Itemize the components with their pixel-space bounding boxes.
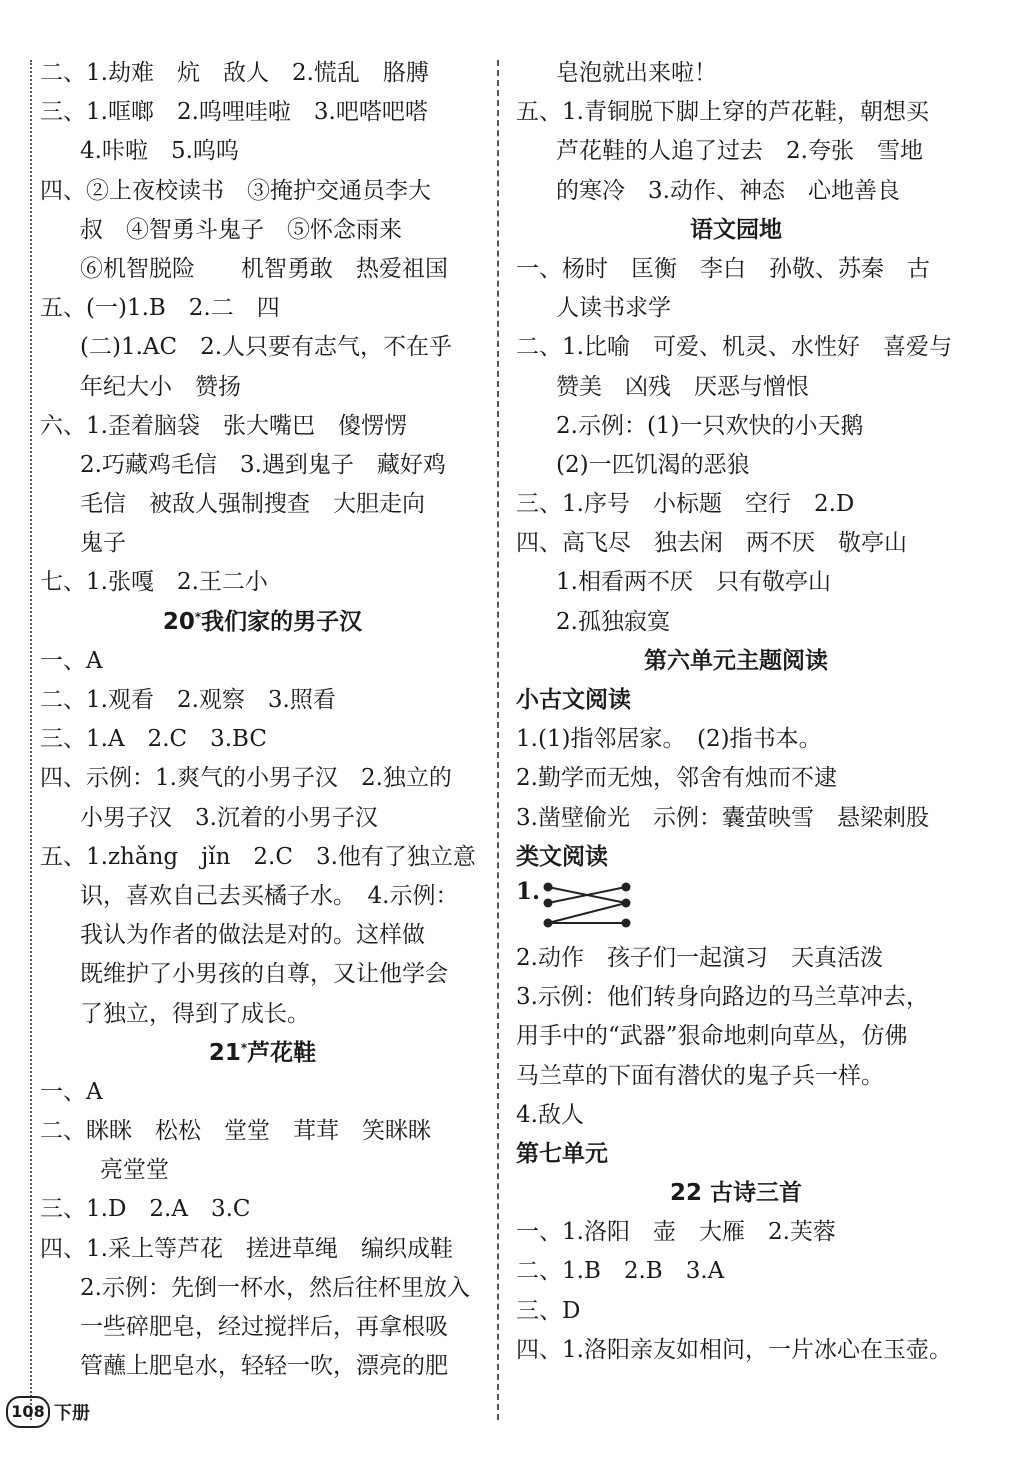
- answer-line: 一、A: [40, 1078, 103, 1105]
- answer-line: 一些碎肥皂，经过搅拌后，再拿根吸: [80, 1314, 448, 1340]
- answer-line: 二、1.比喻 可爱、机灵、水性好 喜爱与: [516, 334, 952, 361]
- answer-line: 鬼子: [80, 530, 126, 557]
- answer-line: 1.相看两不厌 只有敬亭山: [556, 569, 831, 596]
- answer-line: 的寒冷 3.动作、神态 心地善良: [556, 177, 900, 204]
- section-heading: 小古文阅读: [516, 687, 631, 713]
- answer-line: 2.动作 孩子们一起演习 天真活泼: [516, 944, 883, 971]
- lesson-title-name: 我们家的男子汉: [201, 608, 363, 635]
- answer-line: 管蘸上肥皂水，轻轻一吹，漂亮的肥: [80, 1353, 448, 1380]
- lesson-title-text: 20: [162, 608, 195, 635]
- page-footer: [6, 1396, 90, 1428]
- answer-line: 用手中的“武器”狠命地刺向草丛，仿佛: [516, 1023, 908, 1050]
- answer-line: 六、1.歪着脑袋 张大嘴巴 傻愣愣: [40, 412, 407, 439]
- answer-line: (二)1.AC 2.人只要有志气，不在乎: [80, 334, 453, 361]
- answer-line: 五、1.zhǎng jǐn 2.C 3.他有了独立意: [40, 843, 476, 870]
- answer-line: 芦花鞋的人追了过去 2.夸张 雪地: [556, 138, 923, 165]
- answer-line: 二、1.观看 2.观察 3.照看: [40, 687, 336, 713]
- lesson-mark: *: [240, 1040, 248, 1055]
- answer-line: 叔 ④智勇斗鬼子 ⑤怀念雨来: [80, 216, 402, 243]
- matching-diagram-label: 1.: [516, 877, 541, 905]
- right-column: [516, 54, 956, 1370]
- book-volume-label: 下册: [54, 1403, 90, 1424]
- answer-line: 2.示例：(1)一只欢快的小天鹅: [556, 412, 864, 439]
- answer-line: 3.示例：他们转身向路边的马兰草冲去，: [516, 984, 929, 1011]
- answer-line: 了独立，得到了成长。: [80, 1000, 310, 1027]
- answer-line: 马兰草的下面有潜伏的鬼子兵一样。: [516, 1062, 884, 1089]
- answer-line: 我认为作者的做法是对的。这样做: [80, 922, 425, 949]
- answer-line: 3.凿壁偷光 示例：囊萤映雪 悬梁刺股: [516, 804, 929, 831]
- section-heading: 类文阅读: [516, 843, 608, 870]
- answer-line: 四、示例：1.爽气的小男子汉 2.独立的: [40, 765, 452, 792]
- lesson-title: [40, 603, 485, 642]
- answer-line: 2.示例：先倒一杯水，然后往杯里放入: [80, 1274, 470, 1301]
- answer-line: ⑥机智脱险 机智勇敢 热爱祖国: [80, 255, 448, 282]
- matching-dot: [622, 898, 631, 907]
- answer-line: 四、1.采上等芦花 搓进草绳 编织成鞋: [40, 1235, 453, 1262]
- section-heading: 第七单元: [516, 1140, 608, 1167]
- answer-line: 人读书求学: [556, 295, 671, 322]
- answer-line: (2)一匹饥渴的恶狼: [556, 451, 750, 478]
- answer-line: 一、杨时 匡衡 李白 孙敬、苏秦 古: [516, 255, 930, 282]
- answer-line: 毛信 被敌人强制搜查 大胆走向: [80, 491, 425, 518]
- answer-line: 4.敌人: [516, 1101, 584, 1128]
- matching-dot: [544, 898, 553, 907]
- answer-line: 五、(一)1.B 2.二 四: [40, 295, 280, 322]
- answer-line: 三、1.D 2.A 3.C: [40, 1196, 251, 1223]
- lesson-title-name: 芦花鞋: [247, 1039, 317, 1066]
- answer-line: 三、1.序号 小标题 空行 2.D: [516, 491, 855, 518]
- answer-line: 1.(1)指邻居家。 (2)指书本。: [516, 726, 822, 753]
- answer-line: 4.咔啦 5.呜呜: [80, 138, 239, 165]
- answer-line: 皂泡就出来啦！: [556, 60, 717, 86]
- page-number: 108: [6, 1396, 50, 1428]
- lesson-mark: *: [194, 609, 202, 624]
- answer-line: 三、1.A 2.C 3.BC: [40, 726, 267, 753]
- answer-line: 2.巧藏鸡毛信 3.遇到鬼子 藏好鸡: [80, 451, 446, 478]
- answer-line: 四、②上夜校读书 ③掩护交通员李大: [40, 177, 431, 204]
- margin-dotted-line: [30, 60, 32, 1420]
- matching-dot: [544, 918, 553, 927]
- answer-line: 一、A: [40, 647, 103, 674]
- answer-line: 三、D: [516, 1297, 581, 1324]
- lesson-title: [516, 642, 956, 681]
- answer-line: 小男子汉 3.沉着的小男子汉: [80, 804, 378, 831]
- answer-line: 赞美 凶残 厌恶与憎恨: [556, 373, 809, 400]
- matching-diagram: [516, 877, 956, 939]
- answer-line: 年纪大小 赞扬: [80, 373, 241, 400]
- matching-dot: [622, 918, 631, 927]
- matching-dot: [544, 882, 553, 891]
- answer-line: 四、1.洛阳亲友如相问，一片冰心在玉壶。: [516, 1336, 952, 1363]
- answer-line: 既维护了小男孩的自尊，又让他学会: [80, 961, 448, 988]
- column-divider: [497, 60, 499, 1420]
- lesson-title: [516, 1174, 956, 1213]
- answer-line: 五、1.青铜脱下脚上穿的芦花鞋，朝想买: [516, 99, 929, 126]
- lesson-title: [516, 211, 956, 250]
- answer-line: 七、1.张嘎 2.王二小: [40, 569, 268, 596]
- matching-line: [548, 903, 626, 923]
- answer-line: 二、1.B 2.B 3.A: [516, 1258, 725, 1285]
- lesson-title: [40, 1034, 485, 1073]
- lesson-title-text: 第六单元主题阅读: [644, 647, 828, 674]
- answer-line: 2.孤独寂寞: [556, 608, 670, 635]
- answer-line: 三、1.哐啷 2.呜哩哇啦 3.吧嗒吧嗒: [40, 99, 428, 126]
- lesson-title-text: 22 古诗三首: [669, 1180, 802, 1207]
- answer-line: 一、1.洛阳 壶 大雁 2.芙蓉: [516, 1219, 836, 1246]
- lesson-title-text: 语文园地: [690, 216, 782, 243]
- answer-line: 2.勤学而无烛，邻舍有烛而不逮: [516, 765, 837, 792]
- answer-line: 亮堂堂: [100, 1157, 169, 1184]
- left-column: [40, 54, 485, 1386]
- answer-line: 四、高飞尽 独去闲 两不厌 敬亭山: [516, 530, 907, 557]
- matching-dot: [622, 882, 631, 891]
- answer-line: 二、1.劫难 炕 敌人 2.慌乱 胳膊: [40, 60, 429, 86]
- cross-lines-icon: [542, 877, 632, 937]
- lesson-title-text: 21: [208, 1039, 241, 1066]
- answer-line: 识，喜欢自己去买橘子水。 4.示例：: [80, 882, 459, 909]
- answer-line: 二、眯眯 松松 堂堂 茸茸 笑眯眯: [40, 1118, 431, 1145]
